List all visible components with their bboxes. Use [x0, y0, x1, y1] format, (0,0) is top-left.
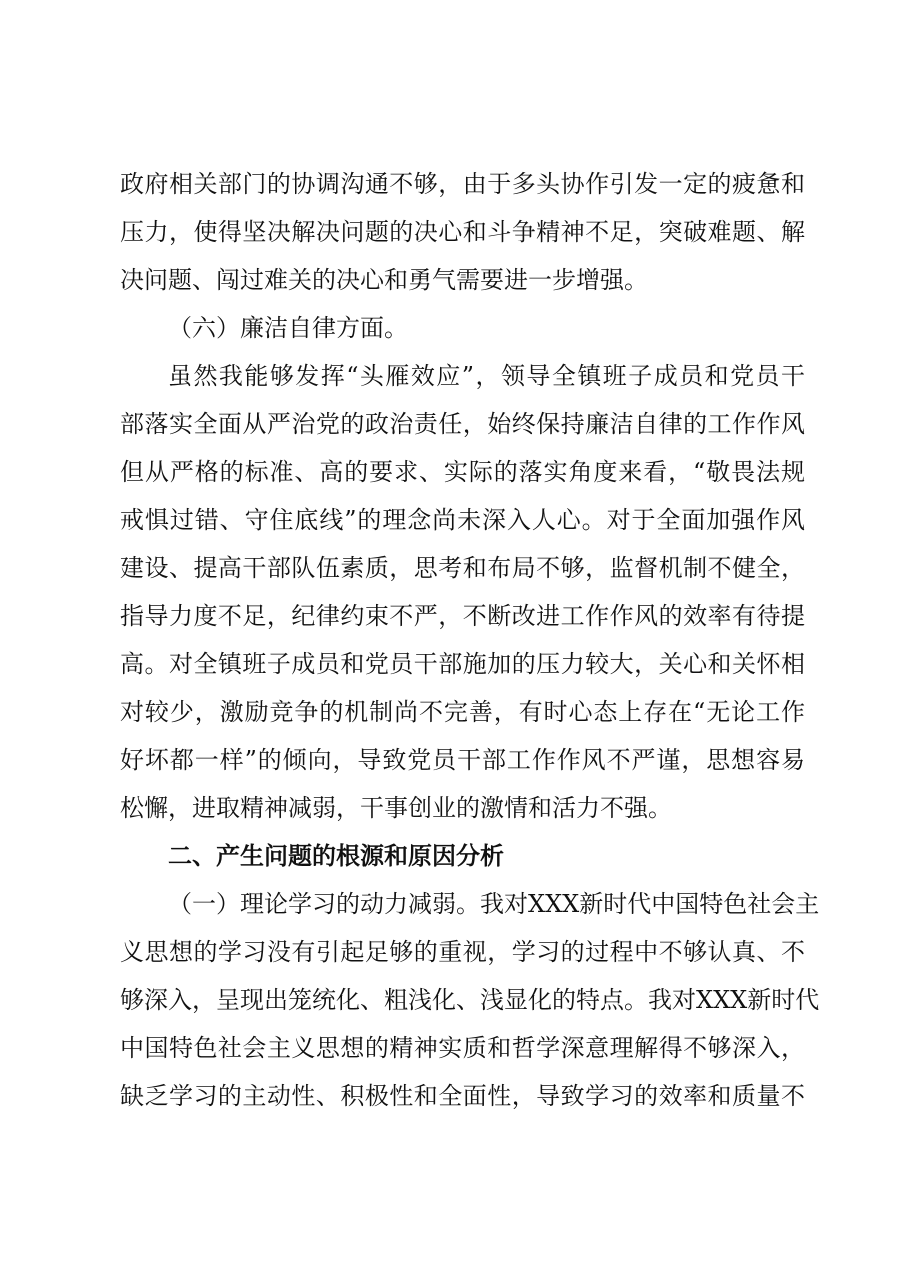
text-line: 指导力度不足，纪律约束不严，不断改进工作作风的效率有待提 [120, 602, 805, 630]
section-heading-root-causes: 二、产生问题的根源和原因分析 [168, 842, 504, 870]
text-line: 决问题、闯过难关的决心和勇气需要进一步增强。 [120, 266, 648, 294]
text-line: 松懈，进取精神减弱，干事创业的激情和活力不强。 [120, 794, 672, 822]
text-line: 中国特色社会主义思想的精神实质和哲学深意理解得不够深入， [120, 1034, 805, 1062]
text-line: （一）理论学习的动力减弱。我对XXX新时代中国特色社会主 [168, 890, 820, 918]
section-heading-lianjie: （六）廉洁自律方面。 [168, 314, 408, 342]
text-line: 对较少，激励竞争的机制尚不完善，有时心态上存在“无论工作 [120, 698, 805, 726]
document-body [120, 160, 820, 1120]
text-line: 义思想的学习没有引起足够的重视，学习的过程中不够认真、不 [120, 938, 805, 966]
text-line: 但从严格的标准、高的要求、实际的落实角度来看，“敬畏法规 [120, 458, 805, 486]
text-line: 高。对全镇班子成员和党员干部施加的压力较大，关心和关怀相 [120, 650, 805, 678]
text-line: 建设、提高干部队伍素质，思考和布局不够，监督机制不健全， [120, 554, 805, 582]
text-line: 戒惧过错、守住底线”的理念尚未深入人心。对于全面加强作风 [120, 506, 805, 534]
text-line: 部落实全面从严治党的政治责任，始终保持廉洁自律的工作作风 [120, 410, 805, 438]
text-line: 政府相关部门的协调沟通不够，由于多头协作引发一定的疲惫和 [120, 170, 805, 198]
text-line: 缺乏学习的主动性、积极性和全面性，导致学习的效率和质量不 [120, 1082, 805, 1110]
text-line: 虽然我能够发挥“头雁效应”，领导全镇班子成员和党员干 [168, 362, 805, 390]
text-line: 压力，使得坚决解决问题的决心和斗争精神不足，突破难题、解 [120, 218, 805, 246]
text-line: 够深入，呈现出笼统化、粗浅化、浅显化的特点。我对XXX新时代 [120, 986, 820, 1014]
text-line: 好坏都一样”的倾向，导致党员干部工作作风不严谨，思想容易 [120, 746, 805, 774]
